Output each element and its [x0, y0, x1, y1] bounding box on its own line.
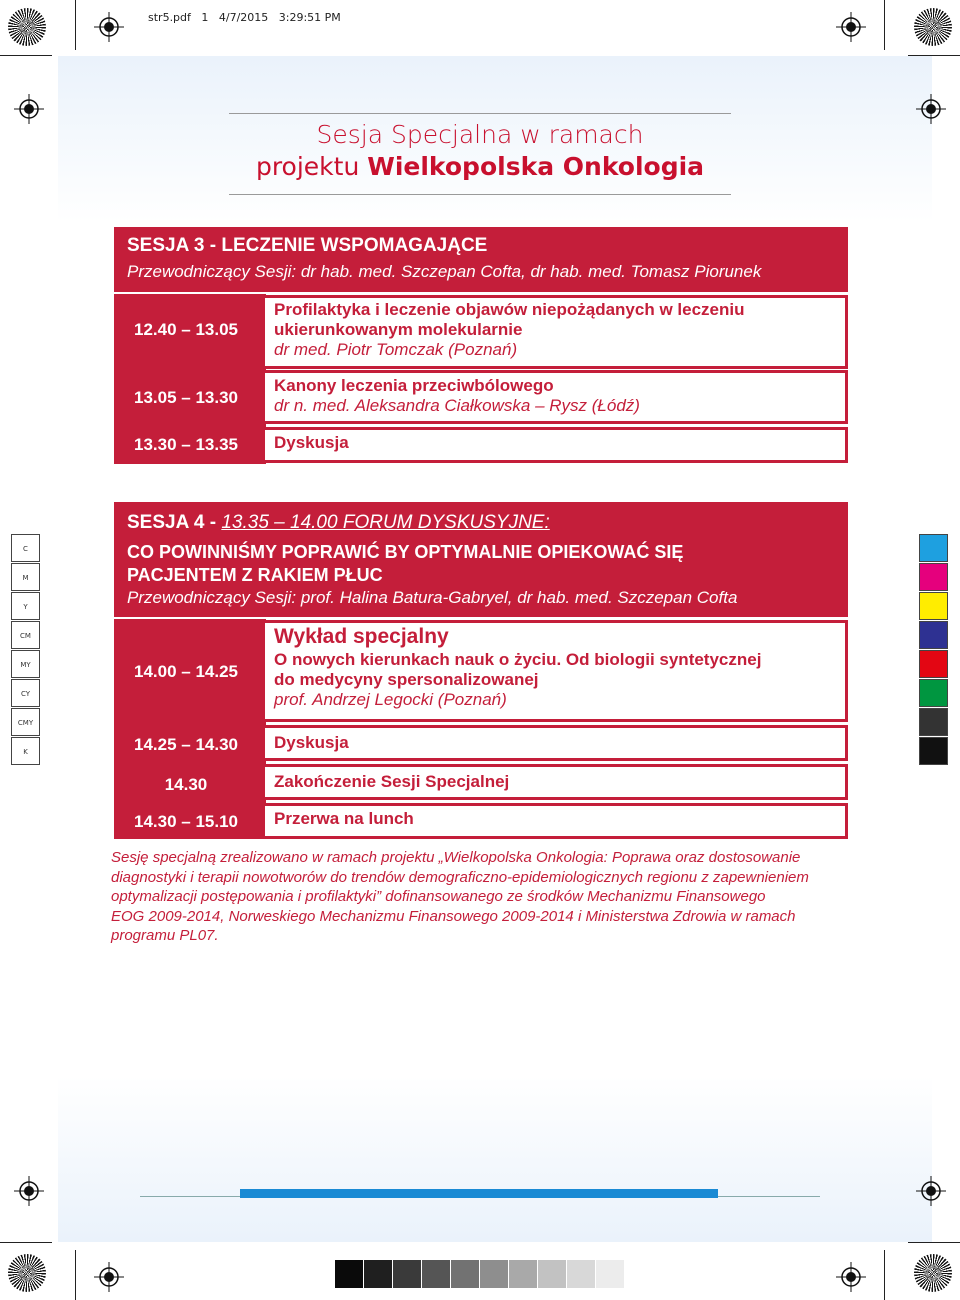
gray-swatch: [509, 1260, 537, 1288]
color-bar-label: M: [11, 563, 40, 591]
registration-starburst-icon: [914, 1254, 952, 1292]
session4-item-4: [274, 809, 414, 829]
session3-time-1: 12.40 – 13.05: [134, 320, 238, 339]
session3-title: SESJA 3 - LECZENIE WSPOMAGAJĄCE: [127, 235, 488, 256]
registration-crosshair-icon: [916, 1176, 946, 1206]
color-bar-label: Y: [11, 592, 40, 620]
color-bar-label: CMY: [11, 708, 40, 736]
color-swatch: [919, 708, 948, 736]
session4-time-2: 14.25 – 14.30: [134, 735, 238, 754]
session3-item-2: [274, 376, 640, 416]
page-title-line1: Sesja Specjalna w ramach: [316, 120, 644, 149]
session4-chairs: Przewodniczący Sesji: prof. Halina Batura-Gabryel, dr hab. med. Szczepan Cofta: [127, 588, 738, 607]
gray-swatch: [393, 1260, 421, 1288]
session3-banner: [114, 227, 848, 292]
print-header: str5.pdf 1 4/7/2015 3:29:51 PM: [148, 11, 341, 24]
crop-mark: [908, 55, 960, 56]
title-bottom-rule: [229, 194, 731, 195]
item-title: Profilaktyka i leczenie objawów niepożądanych w leczeniu: [274, 300, 745, 319]
session4-time-4: 14.30 – 15.10: [134, 812, 238, 831]
gray-swatch: [422, 1260, 450, 1288]
crop-mark: [75, 0, 76, 50]
session3-item-1: [274, 300, 744, 360]
registration-crosshair-icon: [94, 12, 124, 42]
color-swatch: [919, 679, 948, 707]
registration-starburst-icon: [8, 1254, 46, 1292]
session4-topic-line1: CO POWINNIŚMY POPRAWIĆ BY OPTYMALNIE OPIEKOWAĆ SIĘ: [127, 542, 684, 562]
color-swatch: [919, 737, 948, 765]
item-title-cont: ukierunkowanym molekularnie: [274, 320, 523, 339]
crop-mark: [884, 0, 885, 50]
crop-mark: [0, 1242, 52, 1243]
crop-mark: [0, 55, 52, 56]
color-swatch: [919, 534, 948, 562]
session4-banner: [114, 502, 848, 617]
gray-swatch: [335, 1260, 363, 1288]
gray-swatch: [538, 1260, 566, 1288]
gray-swatch: [567, 1260, 595, 1288]
item-title: Kanony leczenia przeciwbólowego: [274, 376, 554, 395]
color-bar-label: C: [11, 534, 40, 562]
session4-time-3: 14.30: [164, 775, 208, 794]
session4-topic-line2: PACJENTEM Z RAKIEM PŁUC: [127, 565, 383, 585]
session4-item-3: [274, 772, 509, 792]
registration-crosshair-icon: [836, 1262, 866, 1292]
title-top-rule: [229, 113, 731, 114]
funding-note-line: optymalizacji postępowania i profilaktyki” dofinansowanego ze środków Mechanizmu Finansowego: [111, 888, 766, 905]
session4-item-1: [274, 624, 761, 710]
registration-crosshair-icon: [14, 1176, 44, 1206]
item-title: O nowych kierunkach nauk o życiu. Od biologii syntetycznej: [274, 650, 762, 669]
session4-title: SESJA 4 - 13.35 – 14.00 FORUM DYSKUSYJNE:: [127, 512, 550, 533]
item-label: Wykład specjalny: [274, 625, 449, 648]
color-swatch: [919, 592, 948, 620]
session3-time-3: 13.30 – 13.35: [134, 435, 238, 454]
session4-title-time: 13.35 – 14.00 FORUM DYSKUSYJNE:: [221, 512, 550, 533]
color-swatch: [919, 563, 948, 591]
session3-chairs: Przewodniczący Sesji: dr hab. med. Szczepan Cofta, dr hab. med. Tomasz Piorunek: [127, 262, 762, 281]
gray-swatch: [480, 1260, 508, 1288]
crop-mark: [75, 1250, 76, 1300]
session4-time-column: [114, 619, 266, 839]
item-speaker: dr n. med. Aleksandra Ciałkowska – Rysz (Łódź): [274, 396, 640, 415]
registration-starburst-icon: [8, 8, 46, 46]
item-title-cont: do medycyny spersonalizowanej: [274, 670, 539, 689]
registration-crosshair-icon: [836, 12, 866, 42]
funding-note: [111, 848, 841, 946]
color-swatch: [919, 621, 948, 649]
color-bar-label: MY: [11, 650, 40, 678]
color-bar-label: K: [11, 737, 40, 765]
gray-swatch: [596, 1260, 624, 1288]
session4-row-2: [262, 725, 848, 761]
color-swatch: [919, 650, 948, 678]
gray-swatch: [364, 1260, 392, 1288]
color-bar-label: CY: [11, 679, 40, 707]
registration-starburst-icon: [914, 8, 952, 46]
session3-item-3: [274, 433, 349, 453]
gray-swatch: [451, 1260, 479, 1288]
color-bar-label: CM: [11, 621, 40, 649]
item-title: Zakończenie Sesji Specjalnej: [274, 772, 510, 791]
funding-note-line: diagnostyki i terapii nowotworów do trendów demograficzno-epidemiologicznych regionu z zapewnieniem: [111, 868, 809, 886]
funding-note-line: programu PL07.: [111, 927, 219, 944]
footer-accent-bar: [240, 1189, 718, 1198]
crop-mark: [884, 1250, 885, 1300]
funding-note-line: Sesję specjalną zrealizowano w ramach projektu „Wielkopolska Onkologia: Poprawa oraz dostosowanie: [111, 849, 801, 866]
item-title: Przerwa na lunch: [274, 809, 414, 828]
session4-item-2: [274, 733, 349, 753]
crop-mark: [908, 1242, 960, 1243]
item-title: Dyskusja: [274, 433, 349, 452]
session3-time-2: 13.05 – 13.30: [134, 388, 238, 407]
funding-note-line: EOG 2009-2014, Norweskiego Mechanizmu Finansowego 2009-2014 i Ministerstwa Zdrowia w ramach: [111, 907, 796, 925]
item-speaker: prof. Andrzej Legocki (Poznań): [274, 690, 507, 709]
session4-time-1: 14.00 – 14.25: [134, 662, 238, 681]
page-title-line2: projektu Wielkopolska Onkologia: [255, 152, 705, 181]
session3-row-3: [262, 427, 848, 463]
registration-crosshair-icon: [94, 1262, 124, 1292]
item-title: Dyskusja: [274, 733, 349, 752]
item-speaker: dr med. Piotr Tomczak (Poznań): [274, 340, 518, 359]
